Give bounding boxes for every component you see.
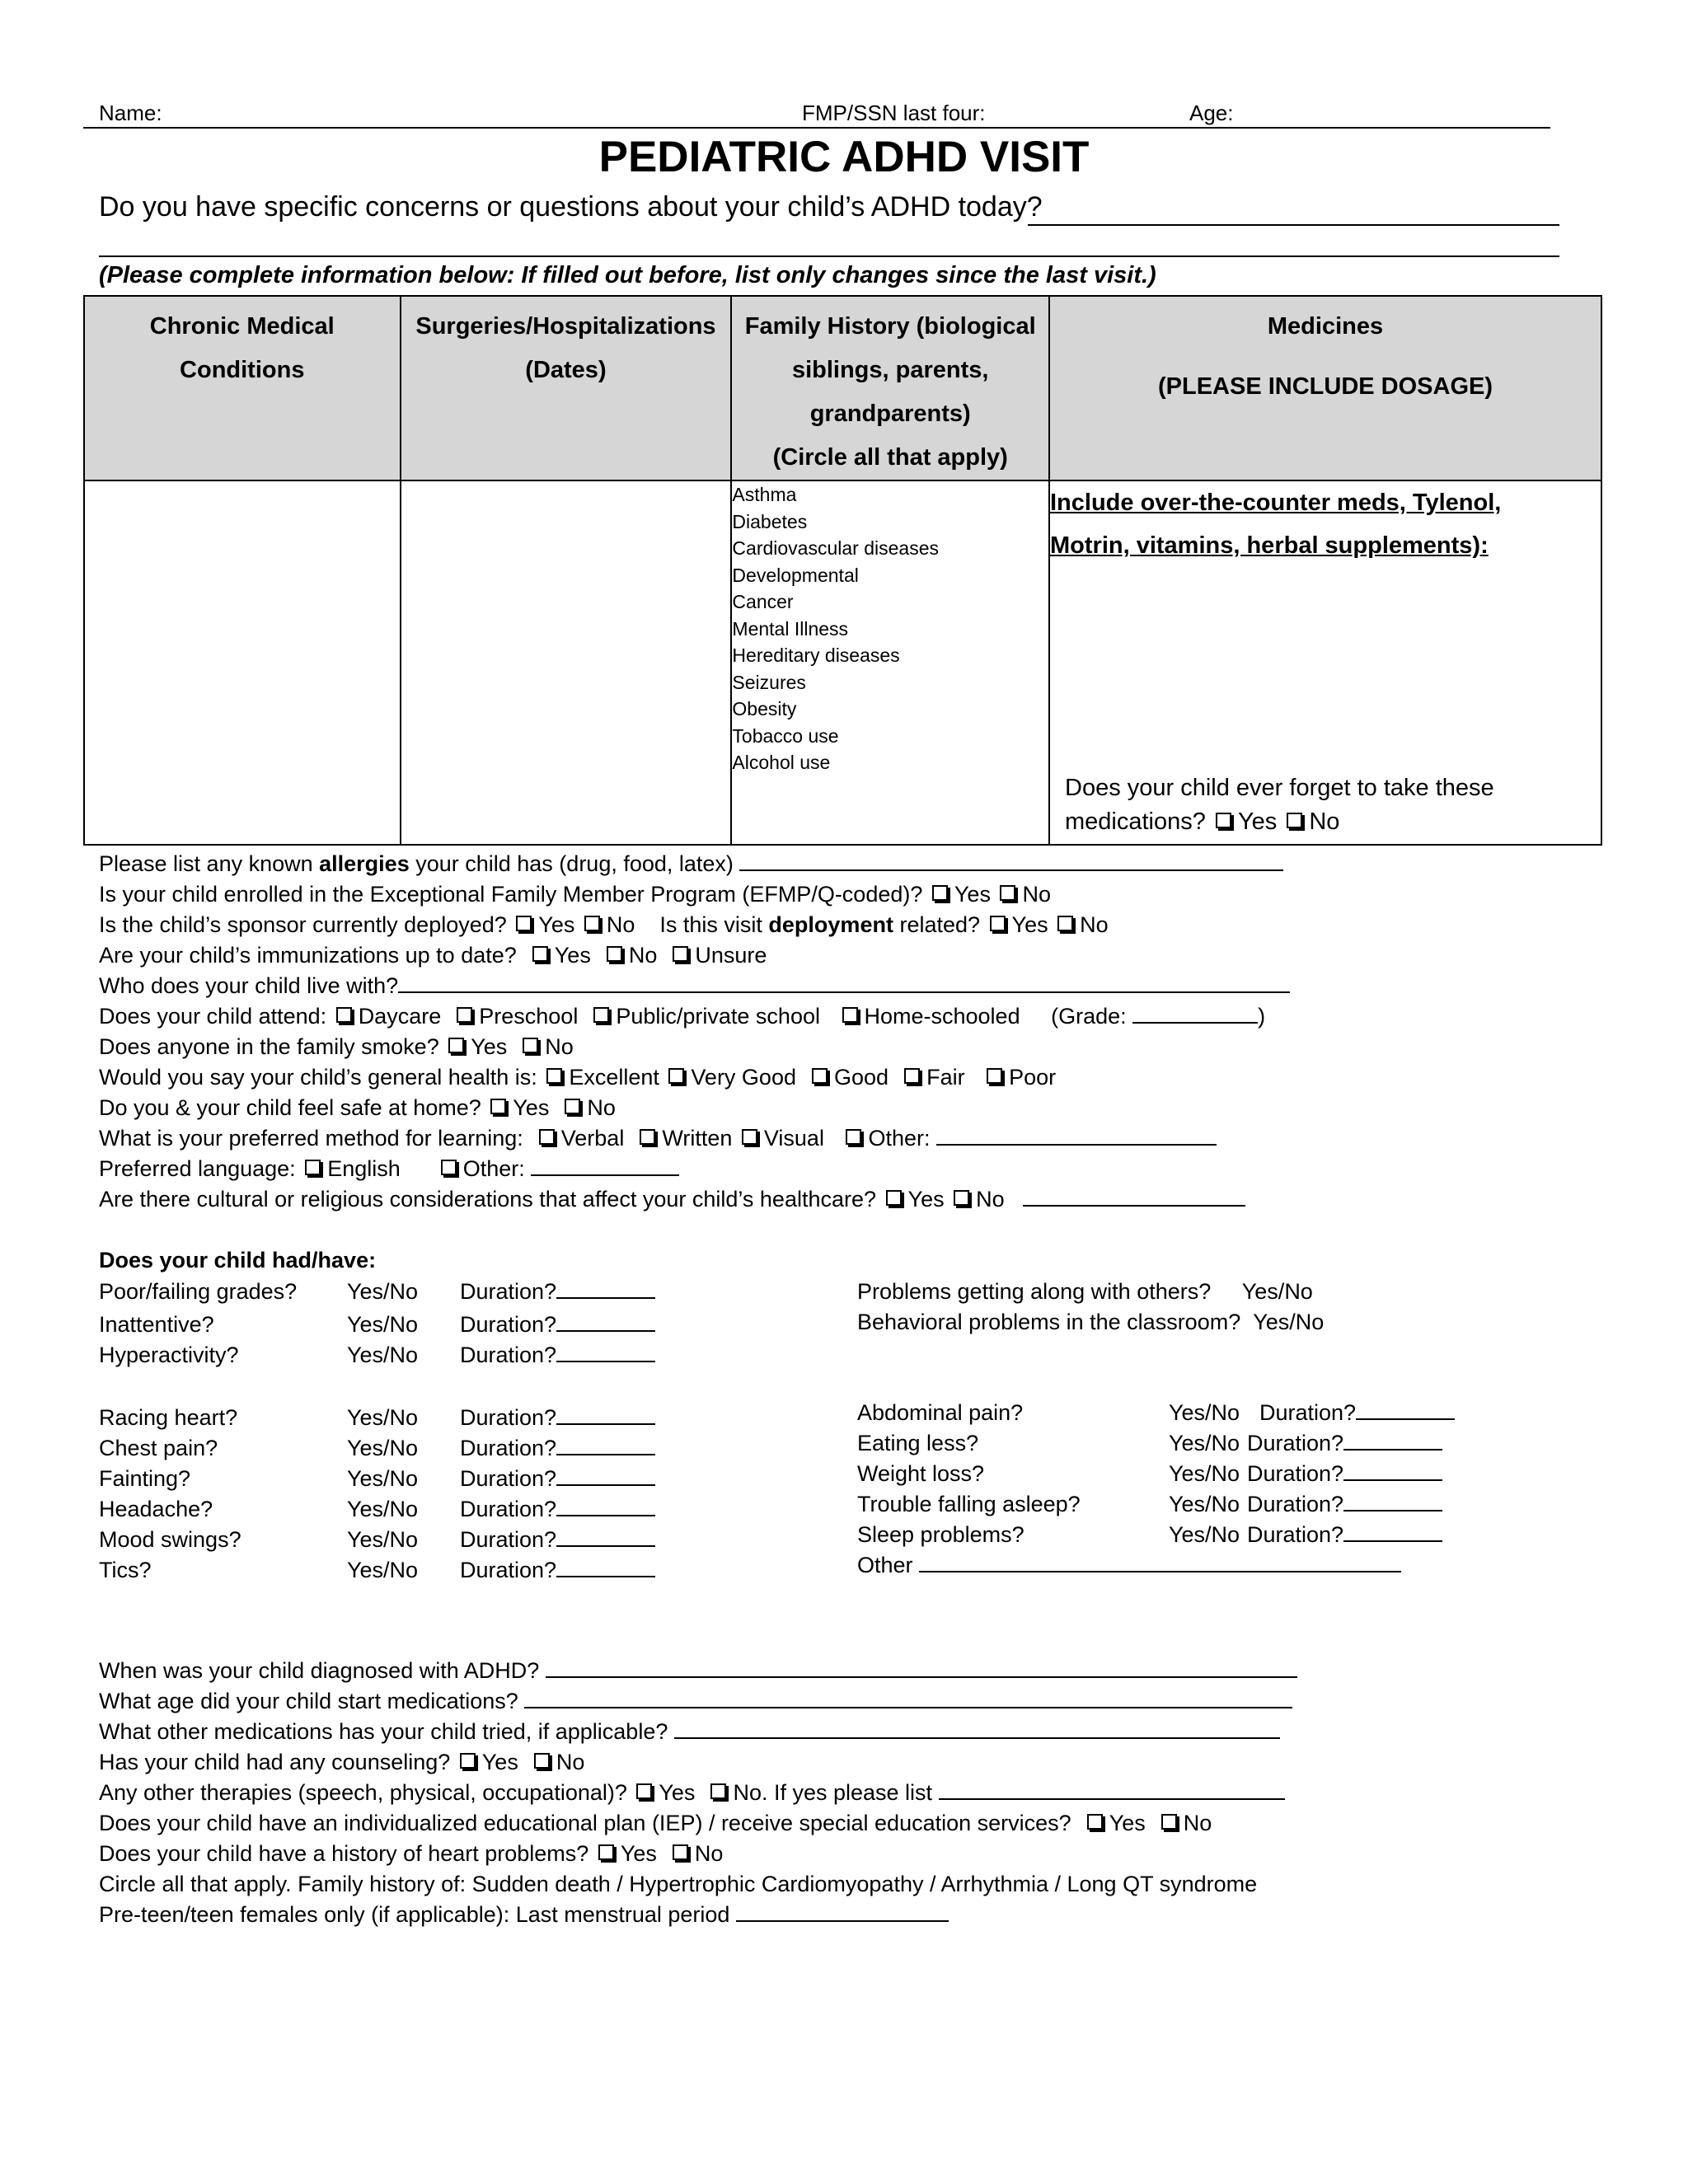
therapies-yes-checkbox[interactable] [636,1783,652,1799]
heart-no-checkbox[interactable] [673,1844,688,1860]
live-with-row [99,973,1290,999]
duration-blank[interactable] [556,1497,655,1516]
duration-field[interactable] [1247,1492,1442,1517]
checkbox-label: Preschool [479,1004,579,1029]
symptom-label: Behavioral problems in the classroom? [857,1310,1241,1334]
q-text: Would you say your child’s general health is: [99,1065,537,1090]
duration-field[interactable] [1247,1461,1442,1487]
yes-no-option[interactable]: Yes/No [1169,1400,1240,1425]
health-row [99,1065,1056,1090]
grade-field[interactable] [1132,1004,1258,1024]
header-text: siblings, parents, [791,357,989,383]
symptom-other-field[interactable] [919,1553,1401,1572]
duration-label: Duration? [1247,1431,1344,1455]
symptom-label: Chest pain? [99,1436,218,1460]
checkbox-label: No [1309,808,1340,835]
age-start-field[interactable] [524,1689,1292,1708]
yes-no-option[interactable]: Yes/No [1241,1279,1313,1304]
checkbox-label: Verbal [560,1126,625,1151]
yes-no-option[interactable]: Yes/No [347,1466,419,1491]
duration-blank[interactable] [556,1466,655,1486]
duration-blank[interactable] [1356,1400,1455,1420]
family-item[interactable]: Hereditary diseases [732,644,900,666]
duration-label: Duration? [1247,1461,1344,1486]
symptom-label: Trouble falling asleep? [857,1492,1081,1516]
checkbox-label: Public/private school [616,1004,820,1029]
forget-options [1065,805,1494,839]
heart-yes-checkbox[interactable] [598,1844,614,1860]
family-item[interactable]: Tobacco use [732,724,839,747]
duration-label: Duration? [1247,1522,1344,1547]
yes-no-option[interactable]: Yes/No [347,1436,419,1460]
q-text: Do you & your child feel safe at home? [99,1095,481,1120]
q-text: Does anyone in the family smoke? [99,1034,439,1059]
symptom-row [99,1466,190,1492]
duration-field[interactable] [1259,1400,1455,1426]
duration-blank[interactable] [1343,1492,1442,1511]
concerns-question: Do you have specific concerns or questions about your child’s ADHD today? [99,191,1043,223]
other-meds-field[interactable] [674,1719,1280,1739]
forget-text: Does your child ever forget to take these [1065,775,1494,801]
cultural-yes-checkbox[interactable] [886,1190,902,1206]
family-item[interactable]: Diabetes [732,510,808,532]
symptom-label: Poor/failing grades? [99,1279,298,1304]
safe-yes-checkbox[interactable] [490,1099,506,1114]
duration-label: Duration? [460,1436,557,1460]
q-text: Circle all that apply. Family history of: Sudden death / Hypertrophic Cardiomyopathy / Arrhythmia / Long QT syndrome [99,1872,1258,1896]
yes-no-option[interactable]: Yes/No [347,1527,419,1552]
attend-row [99,1004,1265,1029]
diagnosed-field[interactable] [546,1658,1297,1678]
forget-yes-checkbox[interactable] [1216,813,1231,828]
header-text: (Circle all that apply) [772,444,1008,471]
checkbox-label: No [606,912,635,937]
checkbox-label: English [327,1156,401,1181]
english-checkbox[interactable] [305,1160,321,1175]
q-text: When was your child diagnosed with ADHD? [99,1658,540,1683]
written-checkbox[interactable] [640,1129,655,1145]
checkbox-label: Fair [926,1065,965,1090]
symptom-label: Fainting? [99,1466,191,1491]
learning-row [99,1126,1217,1151]
symptom-label: Eating less? [857,1431,979,1455]
duration-label: Duration? [460,1558,557,1582]
duration-blank[interactable] [1343,1431,1442,1451]
counseling-row [99,1750,584,1775]
grade-label: (Grade: [1051,1004,1127,1029]
family-item[interactable]: Developmental [732,564,859,586]
deploy-visit-no-checkbox[interactable] [1057,916,1073,931]
family-item[interactable]: Cancer [732,591,794,612]
page-title: PEDIATRIC ADHD VISIT [598,133,1090,181]
counseling-no-checkbox[interactable] [534,1753,550,1769]
symptom-label: Other [857,1553,913,1577]
checkbox-label: Good [834,1065,889,1090]
chronic-conditions-cell[interactable] [84,480,401,845]
symptom-row [857,1431,978,1456]
fair-checkbox[interactable] [904,1068,920,1084]
q-text: your child has (drug, food, latex) [409,851,734,876]
duration-blank[interactable] [556,1343,655,1362]
other-meds-row [99,1719,1280,1745]
q-text: Who does your child live with? [99,973,399,998]
checkbox-label: Yes [1011,912,1048,937]
duration-field[interactable] [460,1279,655,1305]
grade-close: ) [1258,1004,1266,1029]
q-text: Are there cultural or religious considerations that affect your child’s healthcare? [99,1187,877,1212]
header-chronic [84,296,401,480]
checkbox-label: No [628,943,658,968]
duration-blank[interactable] [556,1436,655,1455]
poor-checkbox[interactable] [987,1068,1002,1084]
header-surgeries [401,296,732,480]
yes-no-option[interactable]: Yes/No [1169,1431,1240,1455]
learning-other-checkbox[interactable] [846,1129,861,1145]
symptom-label: Inattentive? [99,1312,214,1337]
header-text: grandparents) [809,401,971,427]
header-text: Conditions [180,357,305,383]
symptom-row [99,1497,213,1522]
duration-field[interactable] [460,1527,655,1553]
family-item[interactable]: Cardiovascular diseases [732,537,939,559]
q-text: related? [893,912,981,937]
therapies-field[interactable] [939,1780,1285,1800]
symptom-label: Hyperactivity? [99,1343,239,1367]
duration-field[interactable] [1247,1522,1442,1548]
q-text: Is this visit [659,912,769,937]
duration-label: Duration? [1247,1492,1344,1516]
forget-question [1065,771,1494,839]
good-checkbox[interactable] [812,1068,828,1084]
excellent-checkbox[interactable] [546,1068,562,1084]
yes-no-option[interactable]: Yes/No [347,1497,419,1521]
q-text: Is your child enrolled in the Exceptional Family Member Program (EFMP/Q-coded)? [99,882,923,907]
duration-field[interactable] [460,1466,655,1492]
duration-field[interactable] [460,1497,655,1522]
therapies-row [99,1780,1285,1806]
duration-label: Duration? [460,1343,557,1367]
checkbox-label: Yes [954,882,991,907]
q-text: Pre-teen/teen females only (if applicable): Last menstrual period [99,1902,730,1927]
symptom-row [857,1461,984,1487]
symptom-row [99,1279,297,1305]
symptom-label: Headache? [99,1497,213,1521]
fmp-label: FMP/SSN last four: [802,101,986,125]
safe-row [99,1095,616,1121]
age-start-row [99,1689,1292,1714]
q-text: Does your child attend: [99,1004,327,1029]
efmp-row [99,882,1051,907]
duration-blank[interactable] [556,1527,655,1547]
duration-label: Duration? [460,1497,557,1521]
name-label: Name: [99,101,162,125]
checkbox-label: No [976,1187,1005,1212]
family-item[interactable]: Mental Illness [732,617,849,640]
symptom-label: Mood swings? [99,1527,241,1552]
immunizations-no-checkbox[interactable] [607,946,622,962]
duration-blank[interactable] [556,1312,655,1332]
duration-blank[interactable] [556,1558,655,1577]
header-medicines [1049,296,1601,480]
checkbox-label: Yes [659,1780,696,1805]
age-label: Age: [1189,101,1234,125]
checkbox-label: No [1022,882,1051,907]
duration-field[interactable] [460,1312,655,1338]
immunizations-unsure-checkbox[interactable] [673,946,688,962]
q-text: Please list any known [99,851,320,876]
checkbox-label: Home-schooled [864,1004,1020,1029]
family-item[interactable]: Alcohol use [732,752,831,773]
symptom-label: Racing heart? [99,1405,238,1430]
duration-label: Duration? [1259,1400,1357,1425]
duration-field[interactable] [460,1405,655,1431]
family-item[interactable]: Obesity [732,698,797,719]
symptom-row [857,1279,1313,1305]
q-text: Does your child have an individualized educational plan (IEP) / receive special education services? [99,1811,1071,1835]
duration-label: Duration? [460,1527,557,1552]
checkbox-label: Yes [471,1034,508,1059]
daycare-checkbox[interactable] [336,1007,352,1023]
checkbox-label: Yes [907,1187,945,1212]
checkbox-label: Yes [554,943,591,968]
symptom-row [857,1310,1324,1335]
deployed-no-checkbox[interactable] [584,916,600,931]
symptom-label: Sleep problems? [857,1522,1025,1547]
symptom-row [857,1492,1081,1517]
forget-text-2: medications? [1065,808,1206,835]
header-text: Medicines [1267,313,1384,340]
checkbox-label: Yes [513,1095,550,1120]
smoke-no-checkbox[interactable] [523,1038,538,1053]
yes-no-option[interactable]: Yes/No [347,1405,419,1430]
symptom-label: Weight loss? [857,1461,985,1486]
checkbox-label: Other: [868,1126,931,1151]
q-text: Any other therapies (speech, physical, occupational)? [99,1780,627,1805]
history-table [83,295,1602,846]
symptom-label: Tics? [99,1558,152,1582]
language-row [99,1156,679,1182]
deployed-yes-checkbox[interactable] [516,916,532,931]
menstrual-row [99,1902,949,1928]
family-item[interactable]: Asthma [732,484,797,505]
deployed-row [99,912,1109,938]
concerns-line-2[interactable] [99,255,1559,257]
symptom-row [857,1522,1025,1548]
concerns-line[interactable] [1028,224,1559,226]
header-text: Family History (biological [744,313,1036,340]
efmp-yes-checkbox[interactable] [932,885,948,901]
family-history-cell[interactable] [731,480,1049,845]
yes-no-option[interactable]: Yes/No [347,1279,419,1304]
smoke-row [99,1034,574,1060]
symptom-row [857,1400,1023,1426]
surgeries-cell[interactable] [401,480,732,845]
checkbox-label: No [1080,912,1109,937]
yes-no-option[interactable]: Yes/No [1169,1492,1240,1516]
iep-no-checkbox[interactable] [1161,1814,1177,1830]
q-text: Is the child’s sponsor currently deployed? [99,912,507,937]
duration-label: Duration? [460,1405,557,1430]
checkbox-label: Very Good [691,1065,796,1090]
checkbox-label: Yes [481,1750,518,1774]
checkbox-label: No [545,1034,574,1059]
duration-label: Duration? [460,1312,557,1337]
yes-no-option[interactable]: Yes/No [1169,1461,1240,1486]
language-other-checkbox[interactable] [441,1160,457,1175]
cultural-row [99,1187,1245,1212]
duration-field[interactable] [460,1436,655,1461]
duration-blank[interactable] [556,1405,655,1425]
immunizations-yes-checkbox[interactable] [532,946,548,962]
menstrual-field[interactable] [736,1902,949,1922]
checkbox-label: Written [662,1126,733,1151]
name-line[interactable] [83,127,1550,129]
allergies-field[interactable] [739,851,1283,871]
immunizations-row [99,943,767,968]
yes-no-option[interactable]: Yes/No [1253,1310,1325,1334]
checkbox-label: Yes [1237,808,1278,835]
checkbox-label: Other: [462,1156,525,1181]
preschool-checkbox[interactable] [457,1007,472,1023]
verbal-checkbox[interactable] [539,1129,555,1145]
symptoms-heading: Does your child had/have: [99,1248,377,1272]
header-text: Chronic Medical [149,313,335,340]
checkbox-label: Poor [1009,1065,1057,1090]
symptom-row [99,1527,241,1553]
duration-blank[interactable] [1343,1461,1442,1481]
iep-row [99,1811,1212,1836]
duration-label: Duration? [460,1279,557,1304]
header-family-history [731,296,1049,480]
checkbox-label: Yes [620,1841,657,1866]
symptom-other-row [857,1553,1401,1578]
checkbox-label: No [587,1095,616,1120]
q-text: What is your preferred method for learning: [99,1126,523,1151]
duration-field[interactable] [460,1558,655,1583]
q-text-bold: deployment [768,912,893,937]
yes-no-option[interactable]: Yes/No [1169,1522,1240,1547]
checkbox-label: Daycare [358,1004,442,1029]
smoke-yes-checkbox[interactable] [448,1038,464,1053]
duration-blank[interactable] [1343,1522,1442,1542]
checkbox-label: Yes [538,912,575,937]
duration-field[interactable] [1247,1431,1442,1456]
q-text: Has your child had any counseling? [99,1750,451,1774]
symptom-label: Abdominal pain? [857,1400,1024,1425]
header-text: (PLEASE INCLUDE DOSAGE) [1157,373,1493,400]
yes-no-option[interactable]: Yes/No [347,1343,419,1367]
checkbox-label: No [1183,1811,1212,1835]
cultural-no-checkbox[interactable] [954,1190,969,1206]
checkbox-label: Visual [763,1126,824,1151]
live-with-field[interactable] [398,973,1290,993]
allergies-row [99,851,1283,877]
checkbox-label: Yes [1109,1811,1146,1835]
very-good-checkbox[interactable] [668,1068,684,1084]
q-text: What age did your child start medications? [99,1689,518,1713]
therapies-no-checkbox[interactable] [710,1783,726,1799]
counseling-yes-checkbox[interactable] [460,1753,476,1769]
q-text: Does your child have a history of heart problems? [99,1841,589,1866]
q-text: Are your child’s immunizations up to date? [99,943,517,968]
checkbox-label: No [694,1841,724,1866]
deploy-visit-yes-checkbox[interactable] [990,916,1006,931]
learning-other-field[interactable] [936,1126,1217,1146]
symptom-row [99,1312,214,1338]
yes-no-option[interactable]: Yes/No [347,1312,419,1337]
checkbox-label: No [556,1750,585,1774]
family-item[interactable]: Seizures [732,671,806,693]
symptom-row [99,1558,152,1583]
med-include-note-2: Motrin, vitamins, herbal supplements): [1050,532,1489,559]
yes-no-option[interactable]: Yes/No [347,1558,419,1582]
q-text: What other medications has your child tried, if applicable? [99,1719,668,1744]
checkbox-label: Unsure [695,943,767,968]
school-checkbox[interactable] [593,1007,609,1023]
diagnosed-row [99,1658,1297,1684]
symptom-row [99,1405,237,1431]
heart-row [99,1841,723,1867]
duration-field[interactable] [460,1343,655,1368]
visual-checkbox[interactable] [742,1129,757,1145]
symptom-row [99,1343,239,1368]
checkbox-label: Excellent [569,1065,659,1090]
duration-blank[interactable] [556,1279,655,1299]
forget-no-checkbox[interactable] [1287,813,1302,828]
checkbox-label: No. If yes please list [733,1780,933,1805]
symptom-row [99,1436,218,1461]
duration-label: Duration? [460,1466,557,1491]
safe-no-checkbox[interactable] [565,1099,580,1114]
iep-yes-checkbox[interactable] [1087,1814,1103,1830]
cultural-field[interactable] [1023,1187,1245,1207]
symptom-label: Problems getting along with others? [857,1279,1212,1304]
home-schooled-checkbox[interactable] [842,1007,858,1023]
med-include-note: Include over-the-counter meds, Tylenol, [1050,490,1502,516]
q-text-bold: allergies [319,851,410,876]
medicines-cell[interactable] [1049,480,1601,845]
efmp-no-checkbox[interactable] [1000,885,1015,901]
language-other-field[interactable] [531,1156,679,1176]
header-text: (Dates) [525,357,607,383]
header-text: Surgeries/Hospitalizations [415,313,716,340]
q-text: Preferred language: [99,1156,296,1181]
family-circle-row[interactable] [99,1872,1257,1897]
instructions: (Please complete information below: If filled out before, list only changes since the last visit.) [99,262,1156,288]
